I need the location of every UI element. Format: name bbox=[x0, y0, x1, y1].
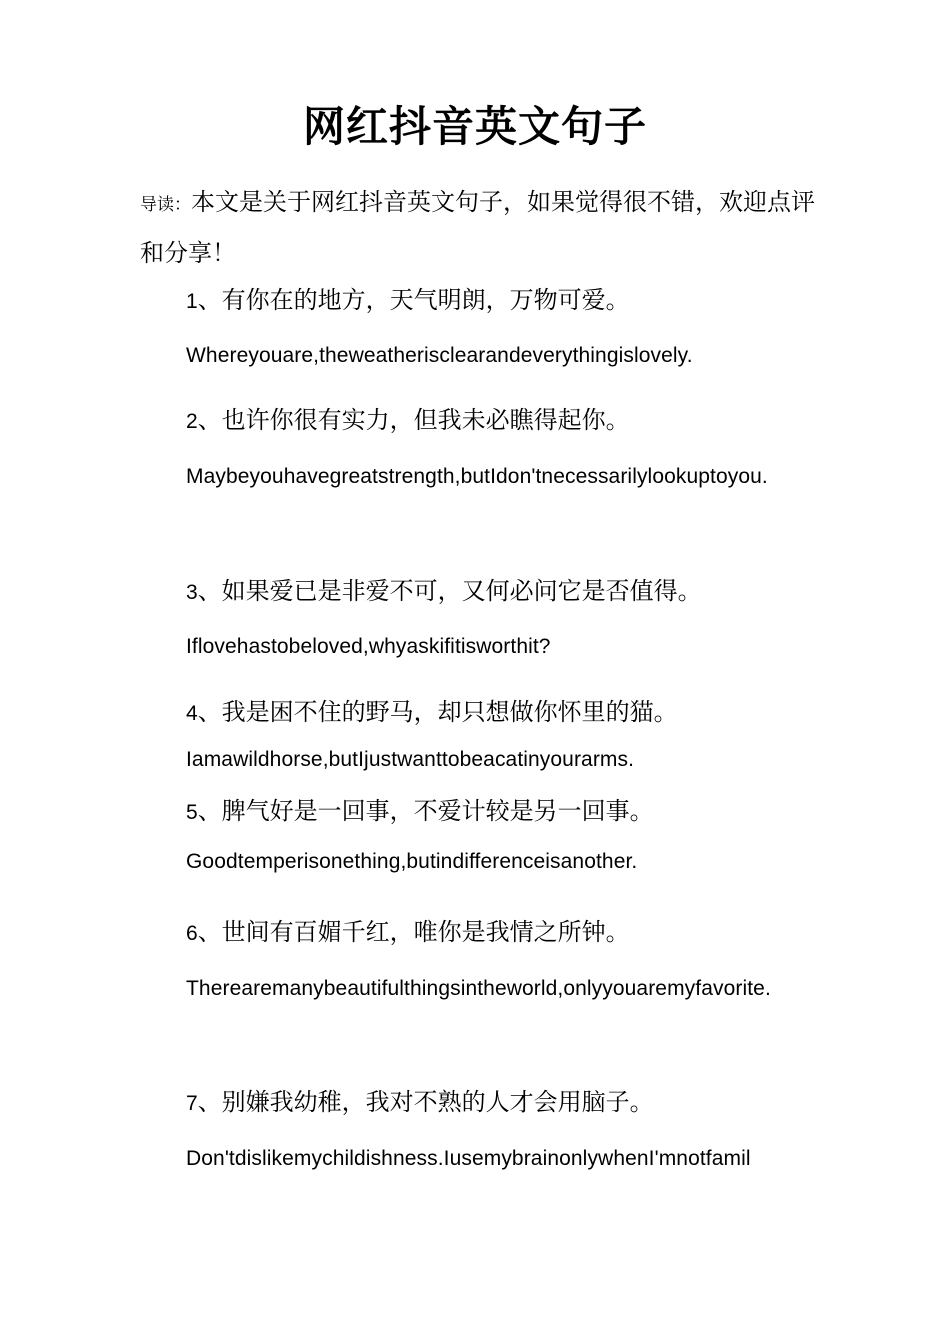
chinese-text: 、如果爱已是非爱不可，又何必问它是否值得。 bbox=[197, 577, 702, 605]
chinese-text: 、也许你很有实力，但我未必瞧得起你。 bbox=[197, 406, 630, 434]
intro-lead-label: 导读： bbox=[140, 195, 191, 215]
list-item-2 bbox=[140, 400, 820, 502]
list-item-3 bbox=[140, 571, 820, 672]
english-translation: Therearemanybeautifulthingsintheworld,onlyyouaremyfavorite. bbox=[186, 977, 771, 1000]
chinese-sentence bbox=[140, 791, 820, 833]
list-item-6 bbox=[140, 912, 820, 1014]
english-translation: Goodtemperisonething,butindifferenceisanother. bbox=[186, 850, 638, 873]
intro-paragraph bbox=[140, 178, 820, 277]
chinese-text: 、别嫌我幼稚，我对不熟的人才会用脑子。 bbox=[197, 1088, 654, 1116]
item-number: 3 bbox=[186, 581, 198, 604]
chinese-sentence bbox=[140, 1082, 820, 1124]
chinese-text: 、我是困不住的野马，却只想做你怀里的猫。 bbox=[197, 698, 678, 726]
chinese-sentence bbox=[140, 692, 820, 734]
english-translation: Iamawildhorse,butIjustwanttobeacatinyourarms. bbox=[186, 748, 635, 771]
item-number: 2 bbox=[186, 410, 198, 433]
item-number: 1 bbox=[186, 290, 198, 313]
list-item-7 bbox=[140, 1082, 820, 1184]
item-number: 4 bbox=[186, 702, 198, 725]
item-number: 7 bbox=[186, 1092, 198, 1115]
chinese-text: 、世间有百媚千红，唯你是我情之所钟。 bbox=[197, 918, 630, 946]
document-title: 网红抖音英文句子 bbox=[302, 102, 647, 151]
item-number: 6 bbox=[186, 922, 198, 945]
list-item-5 bbox=[140, 791, 820, 887]
intro-text: 本文是关于网红抖音英文句子，如果觉得很不错，欢迎点评和分享！ bbox=[140, 188, 815, 267]
english-translation: Maybeyouhavegreatstrength,butIdon'tnecessarilylookuptoyou. bbox=[186, 465, 768, 488]
english-translation: Whereyouare,theweatherisclearandeverythingislovely. bbox=[186, 344, 693, 367]
chinese-text: 、脾气好是一回事，不爱计较是另一回事。 bbox=[197, 797, 654, 825]
english-translation: Don'tdislikemychildishness.IusemybrainonlywhenI'mnotfamil bbox=[186, 1147, 751, 1170]
chinese-text: 、有你在的地方，天气明朗，万物可爱。 bbox=[197, 286, 630, 314]
chinese-sentence bbox=[140, 912, 820, 954]
chinese-sentence bbox=[140, 400, 820, 442]
list-item-4 bbox=[140, 692, 820, 785]
english-translation: Iflovehastobeloved,whyaskifitisworthit? bbox=[186, 635, 551, 658]
chinese-sentence bbox=[140, 280, 820, 322]
item-number: 5 bbox=[186, 801, 198, 824]
list-item-1 bbox=[140, 280, 820, 381]
chinese-sentence bbox=[140, 571, 820, 613]
